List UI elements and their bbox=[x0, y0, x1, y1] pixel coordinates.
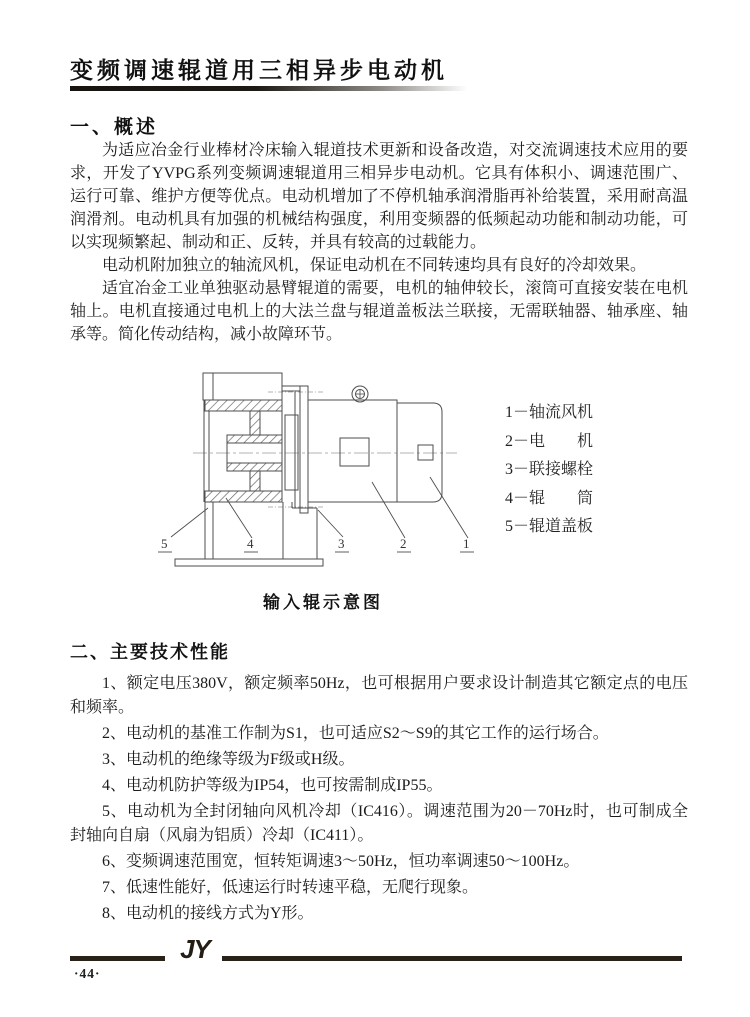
performance-item-1: 1、额定电压380V，额定频率50Hz，也可根据用户要求设计制造其它额定点的电压和频率。 bbox=[70, 675, 688, 716]
callout-3: 3 bbox=[338, 536, 345, 551]
overview-paragraph-1: 为适应冶金行业棒材冷床输入辊道技术更新和设备改造，对交流调速技术应用的要求，开发了YVPG系列变频调速辊道用三相异步电动机。它具有体积小、调速范围广、运行可靠、维护方便等优点。电动机增加了不停机轴承润滑脂再补给装置，采用耐高温润滑剂。电动机具有加强的机械结构强度，利用变频器的低频起动功能和制动功能，可以实现频繁起、制动和正、反转，并具有较高的过载能力。 bbox=[70, 142, 688, 251]
callout-1: 1 bbox=[463, 536, 470, 551]
performance-list bbox=[70, 672, 688, 928]
performance-item-4: 4、电动机防护等级为IP54，也可按需制成IP55。 bbox=[102, 777, 443, 794]
callout-5: 5 bbox=[161, 536, 168, 551]
performance-item-3: 3、电动机的绝缘等级为F级或H级。 bbox=[102, 751, 355, 768]
performance-item-2: 2、电动机的基准工作制为S1，也可适应S2～S9的其它工作的运行场合。 bbox=[102, 725, 609, 742]
overview-paragraph-3: 适宜冶金工业单独驱动悬臂辊道的需要，电机的轴伸较长，滚筒可直接安装在电机轴上。电机直接通过电机上的大法兰盘与辊道盖板法兰联接，无需联轴器、轴承座、轴承等。简化传动结构，减小故障环节。 bbox=[70, 280, 688, 343]
roller-drum bbox=[204, 400, 282, 502]
overview-paragraphs bbox=[70, 139, 688, 346]
legend-item-3: 3－联接螺栓 bbox=[505, 461, 594, 478]
input-roller-diagram bbox=[155, 370, 495, 570]
title-divider-rule bbox=[70, 86, 484, 91]
footer-rule-left bbox=[70, 956, 165, 961]
page-number: ·44· bbox=[74, 966, 101, 981]
connecting-flange bbox=[295, 386, 308, 513]
performance-item-5: 5、电动机为全封闭轴向风机冷却（IC416）。调速范围为20－70Hz时，也可制成全封轴向自扇（风扇为铝质）冷却（IC411）。 bbox=[70, 803, 688, 844]
legend-item-4: 4－辊 筒 bbox=[505, 489, 594, 507]
callout-2: 2 bbox=[400, 536, 407, 551]
callout-4: 4 bbox=[247, 536, 254, 551]
roller-cover-plate bbox=[203, 373, 300, 400]
figure-legend bbox=[505, 399, 593, 542]
footer-logo: JY bbox=[180, 934, 210, 964]
footer-rule-right bbox=[222, 956, 682, 961]
performance-item-8: 8、电动机的接线方式为Y形。 bbox=[102, 905, 314, 922]
figure-caption: 输入辊示意图 bbox=[263, 593, 383, 612]
section-heading-performance: 二、主要技术性能 bbox=[70, 642, 230, 662]
legend-item-5: 5－辊道盖板 bbox=[505, 518, 594, 535]
legend-item-1: 1－轴流风机 bbox=[505, 404, 594, 421]
legend-item-2: 2－电 机 bbox=[505, 432, 594, 450]
inner-spigot-plate bbox=[285, 415, 298, 490]
performance-item-7: 7、低速性能好，低速运行时转速平稳，无爬行现象。 bbox=[102, 879, 479, 896]
fan-cowl bbox=[397, 403, 442, 502]
page-title: 变频调速辊道用三相异步电动机 bbox=[70, 57, 448, 83]
terminal-box bbox=[340, 438, 369, 466]
overview-paragraph-2: 电动机附加独立的轴流风机，保证电动机在不同转速均具有良好的冷却效果。 bbox=[102, 257, 647, 274]
section-heading-overview: 一、概述 bbox=[70, 117, 159, 138]
performance-item-6: 6、变频调速范围宽，恒转矩调速3～50Hz，恒功率调速50～100Hz。 bbox=[102, 853, 580, 870]
motor-body bbox=[308, 400, 397, 502]
shaft-hub bbox=[227, 411, 282, 491]
